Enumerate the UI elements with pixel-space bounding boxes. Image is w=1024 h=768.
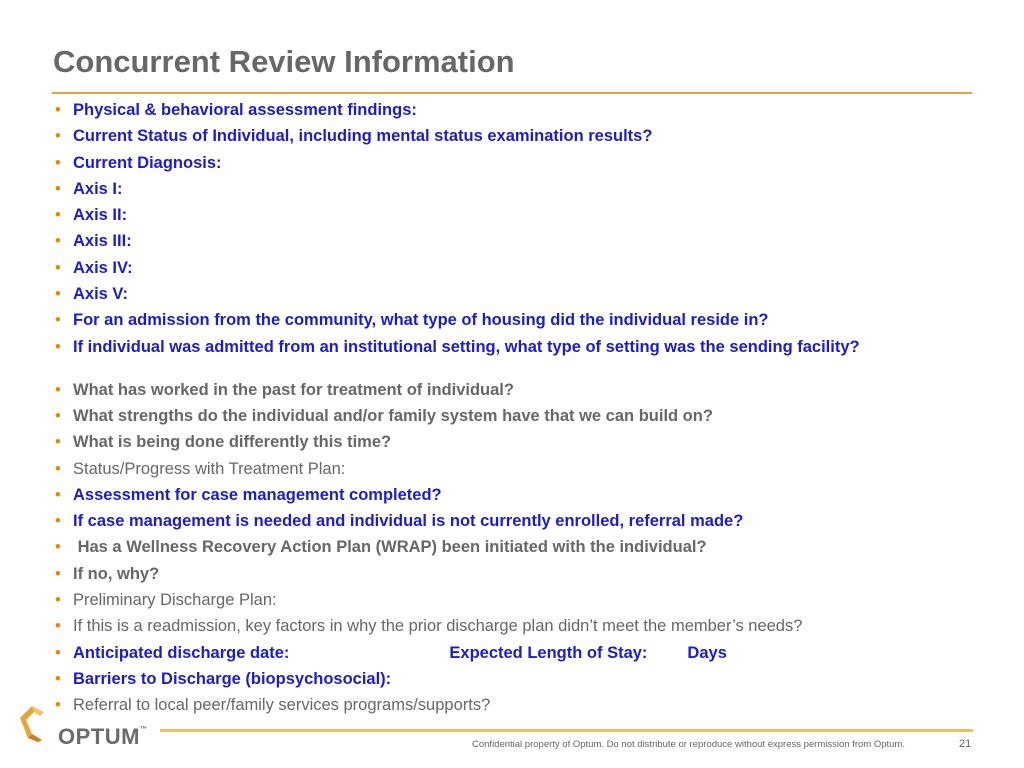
- footer-divider: [160, 729, 973, 732]
- confidential-note: Confidential property of Optum. Do not distribute or reproduce without express permission from Optum.: [472, 739, 905, 750]
- bullet-icon: •: [55, 311, 61, 330]
- list-item: • If no, why?: [55, 564, 160, 583]
- list-item: • If this is a readmission, key factors in why the prior discharge plan didn’t meet the member’s needs?: [55, 617, 803, 636]
- bullet-icon: •: [55, 564, 61, 583]
- list-item: • If case management is needed and individual is not currently enrolled, referral made?: [55, 512, 744, 531]
- list-item: • Referral to local peer/family services programs/supports?: [55, 696, 491, 715]
- bullet-icon: •: [55, 285, 61, 304]
- optum-logo: OPTUM™: [58, 724, 148, 749]
- title-divider: [52, 92, 972, 94]
- bullet-icon: •: [55, 696, 61, 715]
- list-item: • If individual was admitted from an institutional setting, what type of setting was the sending facility?: [55, 337, 860, 356]
- list-item: • Axis IV:: [55, 258, 133, 277]
- bullet-icon: •: [55, 258, 61, 277]
- optum-logo-icon: [18, 704, 54, 742]
- bullet-icon: •: [55, 433, 61, 452]
- list-item: • Axis I:: [55, 179, 123, 198]
- bullet-icon: •: [55, 232, 61, 251]
- list-item: • Preliminary Discharge Plan:: [55, 591, 277, 610]
- bullet-icon: •: [55, 206, 61, 225]
- list-item: • Current Status of Individual, including mental status examination results?: [55, 127, 653, 146]
- list-item: • For an admission from the community, what type of housing did the individual reside in?: [55, 311, 769, 330]
- list-item: • Assessment for case management completed?: [55, 485, 442, 504]
- list-item: • Anticipated discharge date: Expected Length of Stay: Days: [55, 643, 727, 662]
- list-item: • Status/Progress with Treatment Plan:: [55, 459, 346, 478]
- list-item: • Barriers to Discharge (biopsychosocial):: [55, 669, 392, 688]
- list-item: • Axis III:: [55, 232, 132, 251]
- page-title: Concurrent Review Information: [53, 44, 515, 79]
- bullet-icon: •: [55, 459, 61, 478]
- bullet-list: [55, 102, 970, 724]
- bullet-icon: •: [55, 617, 61, 636]
- bullet-icon: •: [55, 179, 61, 198]
- list-item: • Current Diagnosis:: [55, 153, 222, 172]
- list-item: • Physical & behavioral assessment findings:: [55, 101, 417, 119]
- page-number: 21: [959, 738, 972, 750]
- bullet-icon: •: [55, 406, 61, 425]
- bullet-icon: •: [55, 669, 61, 688]
- bullet-icon: •: [55, 512, 61, 531]
- list-item: • What has worked in the past for treatment of individual?: [55, 380, 514, 399]
- list-item: • Axis V:: [55, 285, 129, 304]
- bullet-icon: •: [55, 485, 61, 504]
- bullet-icon: •: [55, 337, 61, 356]
- bullet-icon: •: [55, 538, 61, 557]
- bullet-icon: •: [55, 101, 61, 119]
- list-item: • What is being done differently this time?: [55, 433, 392, 452]
- bullet-icon: •: [55, 153, 61, 172]
- list-item: • Has a Wellness Recovery Action Plan (WRAP) been initiated with the individual?: [55, 538, 707, 557]
- list-item: • Axis II:: [55, 206, 128, 225]
- bullet-icon: •: [55, 591, 61, 610]
- bullet-icon: •: [55, 643, 61, 662]
- list-item: • What strengths do the individual and/or family system have that we can build on?: [55, 406, 713, 425]
- bullet-icon: •: [55, 127, 61, 146]
- bullet-icon: •: [55, 380, 61, 399]
